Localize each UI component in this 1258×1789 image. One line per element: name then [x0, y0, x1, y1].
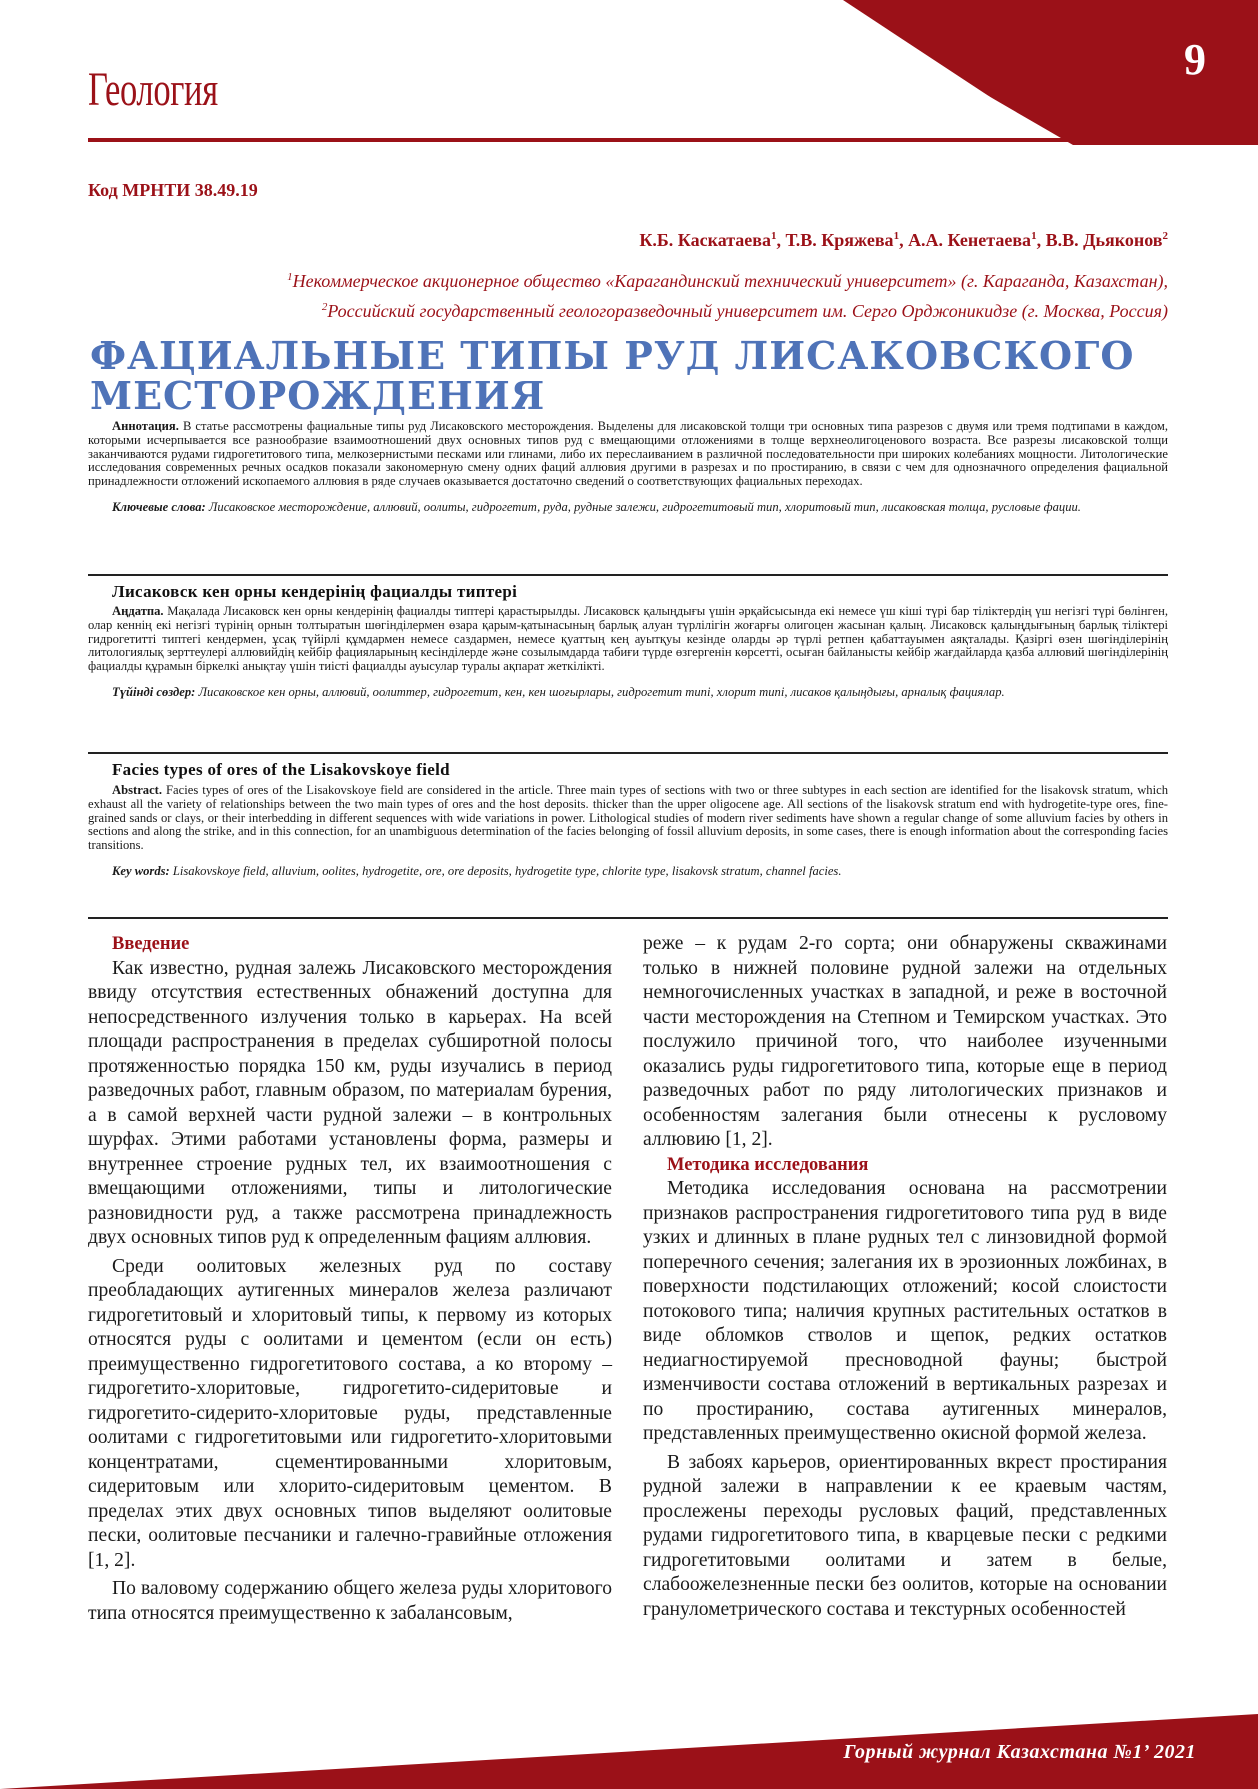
- article-title: ФАЦИАЛЬНЫЕ ТИПЫ РУД ЛИСАКОВСКОГО МЕСТОРОЖДЕНИЯ: [90, 333, 1135, 418]
- kz-abstract-block: [88, 605, 1168, 700]
- en-abstract-block: [88, 784, 1168, 879]
- en-title: Facies types of ores of the Lisakovskoye field: [112, 760, 450, 779]
- paragraph: Как известно, рудная залежь Лисаковского месторождения ввиду отсутствия естественных обнажений доступна для непосредственного излучения только в карьерах. На всей площади распространения в пределах субширотной полосы протяженностью порядка 150 км, руды изучались в период разведочных работ, главным образом, по материалам бурения, а в самой верхней части рудной залежи – в контрольных шурфах. Этими работами установлены форма, размеры и внутреннее строение рудных тел, их взаимоотношения с вмещающими отложениями, типы и литологические разновидности руд, а также рассмотрена принадлежность двух основных типов руд к определенным фациям аллювия.: [88, 957, 612, 1248]
- body-column-right: [643, 932, 1167, 1622]
- kz-title: Лисаковск кен орны кендерінің фациалды типтері: [112, 582, 518, 601]
- section-heading-intro: Введение: [112, 934, 190, 954]
- ru-abstract-block: [88, 420, 1168, 515]
- paragraph: Методика исследования основана на рассмотрении признаков распространения гидрогетитового типа руд в виде узких и длинных в плане рудных тел с линзовидной формой поперечного сечения; залегания их в эрозионных ложбинах, в поверхности подстилающих отложений; косой слоистости потокового типа; наличия крупных растительных остатков в виде обломков стволов и щепок, редких остатков недиагностируемой пресноводной фауны; быстрой изменчивости состава отложений в вертикальных разрезах и по простиранию, состава аутигенных минералов, представленных преимущественно окисной формой железа.: [643, 1178, 1167, 1444]
- section-title: Геология: [88, 63, 218, 116]
- en-keywords: Key words: Lisakovskoye field, alluvium, oolites, hydrogetite, ore, ore deposits, hydrogetite type, chlorite type, lisakovsk stratum, channel facies.: [112, 863, 842, 878]
- journal-footer: Горный журнал Казахстана №1’ 2021: [843, 1741, 1196, 1763]
- author: К.Б. Каскатаева: [639, 230, 772, 250]
- en-abstract: Abstract. Facies types of ores of the Lisakovskoye field are considered in the article. Three main types of sections with two or three subtypes in each section are identified for the lisakovsk stratum, which exhaust all the variety of relationships between the two main types of ores and the host deposits. thicker than the upper oligocene age. All sections of the lisakovsk stratum end with hydrogetite-type ores, fine-grained sands or clays, or their interbedding in different sequences with wide variations in power. Lithological studies of modern river sediments have shown a regular change of some alluvium facies by others in sections and along the strike, and in this connection, for an unambiguous determination of the facies belonging of fossil alluvium deposits, in some cases, there is enough information about the corresponding facies transitions.: [88, 783, 1168, 853]
- kz-keywords: Түйінді сөздер: Лисаковское кен орны, аллювий, оолиттер, гидрогетит, кен, кен шоғырлары, гидрогетит типі, хлорит типі, лисаков қалыңдығы, арналық фациялар.: [112, 684, 1005, 699]
- kz-abstract: Аңдатпа. Мақалада Лисаковск кен орны кендерінің фациалды типтері қарастырылды. Лисаковск қалыңдығы үшін әрқайсысында екі немесе үш кіші түрі бар тіліктердің үш негізгі түрі бөлінген, олар кеннің екі негізгі түрінің орнын толтыратын шөгінділермен өзара қарым-қатынасының барлық алуан түрлілігін жоғарғы олигоцен жасынан қалың. Лисаковск қалыңдығының барлық тіліктері гидрогетитті типтегі кендермен, ұсақ түйірлі құмдармен немесе саздармен, немесе қуаттың кең ауытқуы кезінде оларды әр түрлі ретпен қабаттауымен аяқталады. Қазіргі өзен шөгінділерінің литологиялық зерттеулері аллювийдің кейбір фацияларының кесінділерде және созылымдарда табиғи түрде өзгергенін көрсетті, осыған байланысты кейбір жағдайларда қазба аллювий шөгінділерінің фациалды құрамын біркелкі анықтау үшін тиісті фациалды ауысулар туралы ақпарат жеткілікті.: [88, 604, 1168, 674]
- paragraph: По валовому содержанию общего железа руды хлоритового типа относятся преимущественно к забалансовым,: [88, 1578, 612, 1624]
- paragraph: В забоях карьеров, ориентированных вкрест простирания рудной залежи в направлении к ее краевым частям, прослежены переходы русловых фаций, представленных рудами гидрогетитового типа, в кварцевые пески с редкими гидрогетитовыми оолитами и затем в белые, слабоожелезненные пески без оолитов, которые на основании гранулометрического состава и текстурных особенностей: [643, 1451, 1167, 1620]
- author: Т.В. Кряжева: [785, 230, 894, 250]
- ru-keywords: Ключевые слова: Лисаковское месторождение, аллювий, оолиты, гидрогетит, руда, рудные залежи, гидрогетитовый тип, хлоритовый тип, лисаковская толща, русловые фации.: [112, 499, 1081, 514]
- affiliations: [78, 264, 1168, 324]
- separator: [88, 574, 1168, 576]
- author: А.А. Кенетаева: [908, 230, 1032, 250]
- affiliation: $^2$Российский государственный геологоразведочный университет им. Серго Орджоникидзе (г. Москва, Россия): [321, 301, 1168, 321]
- affiliation: $^1$Некоммерческое акционерное общество «Карагандинский технический университет» (г. Караганда, Казахстан),: [287, 271, 1168, 291]
- separator: [88, 752, 1168, 754]
- section-heading-method: Методика исследования: [667, 1154, 869, 1175]
- author: В.В. Дьяконов: [1045, 230, 1163, 250]
- page-number: 9: [1184, 35, 1206, 84]
- footer-decoration: [0, 1669, 1258, 1789]
- authors-line: К.Б. Каскатаева$^1$, Т.В. Кряжева$^1$, А.А. Кенетаева$^1$, В.В. Дьяконов$^2$: [639, 230, 1168, 250]
- ru-abstract: Аннотация. В статье рассмотрены фациальные типы руд Лисаковского месторождения. Выделены для лисаковской толщи три основных типа разрезов с двумя или тремя подтипами в каждом, которыми исчерпывается все разнообразие взаимоотношений двух основных типов руд с вмещающими отложениями в толще верхнеолигоценового возраста. Все разрезы лисаковской толщи заканчиваются рудами гидрогетитового типа, мелкозернистыми песками или глинами, либо их переслаиванием в различной последовательности при широких колебаниях мощности. Литологические исследования современных речных осадков показали закономерную смену одних фаций аллювия другими в разрезах и по простиранию, в связи с чем для однозначного определения фациальной принадлежности отложений ископаемого аллювия в ряде случаев оказывается достаточно сведений о соответствующих фациальных переходах.: [88, 419, 1168, 489]
- mrnti-code: Код МРНТИ 38.49.19: [88, 180, 258, 200]
- header-rule: [88, 138, 1258, 142]
- paragraph: Среди оолитовых железных руд по составу преобладающих аутигенных минералов железа различают гидрогетитовый и хлоритовый типы, к первому из которых относятся руды с оолитами и цементом (если он есть) преимущественно гидрогетитового состава, а ко второму – гидрогетито-хлоритовые, гидрогетито-сидеритовые и гидрогетито-сидерито-хлоритовые руды, представленные оолитами с гидрогетитовыми или гидрогетито-хлоритовыми концентратами, сцементированными хлоритовым, сидеритовым или хлорито-сидеритовым цементом. В пределах этих двух основных типов выделяют оолитовые пески, оолитовые песчаники и галечно-гравийные отложения [1, 2].: [88, 1255, 612, 1571]
- paragraph: реже – к рудам 2-го сорта; они обнаружены скважинами только в нижней половине рудной залежи на отдельных немногочисленных участках в западной, и реже в восточной части месторождения на Степном и Темирском участках. Это послужило причиной того, что наиболее изученными оказались руды гидрогетитового типа, которые еще в период разведочных работ по ряду литологических признаков и особенностям залегания были отнесены к русловому аллювию [1, 2].: [643, 933, 1167, 1150]
- body-column-left: [88, 932, 612, 1626]
- separator: [88, 917, 1168, 919]
